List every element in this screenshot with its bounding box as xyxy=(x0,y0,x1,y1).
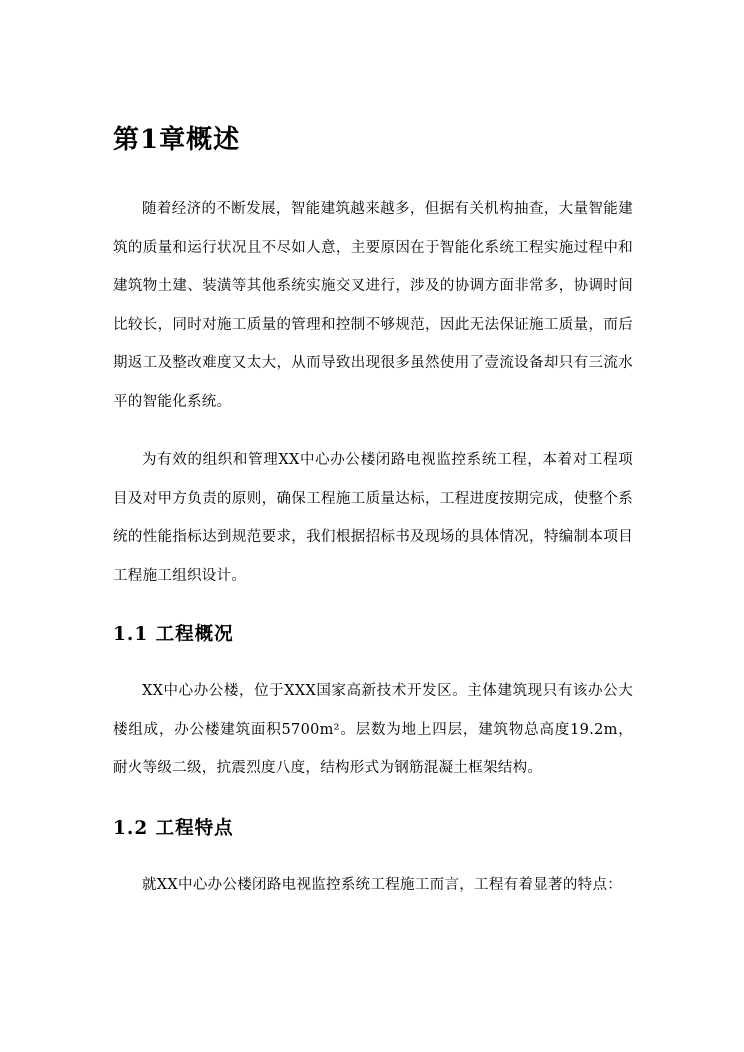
section-paragraph-overview: XX中心办公楼，位于XXX国家高新技术开发区。主体建筑现只有该办公大楼组成，办公楼建筑面积5700m²。层数为地上四层，建筑物总高度19.2m，耐火等级二级，抗震烈度八度，结构形式为钢筋混凝土框架结构。 xyxy=(113,683,633,777)
section-title-features: 1.2 工程特点 xyxy=(113,818,234,839)
intro-paragraph-2: 为有效的组织和管理XX中心办公楼闭路电视监控系统工程，本着对工程项目及对甲方负责的原则，确保工程施工质量达标，工程进度按期完成，使整个系统的性能指标达到规范要求，我们根据招标书及现场的具体情况，特编制本项目工程施工组织设计。 xyxy=(113,452,633,584)
section-title-overview: 1.1 工程概况 xyxy=(113,624,234,645)
intro-paragraph-1: 随着经济的不断发展，智能建筑越来越多，但据有关机构抽查，大量智能建筑的质量和运行状况且不尽如人意，主要原因在于智能化系统工程实施过程中和建筑物土建、装潢等其他系统实施交叉进行，涉及的协调方面非常多，协调时间比较长，同时对施工质量的管理和控制不够规范，因此无法保证施工质量，而后期返工及整改难度又太大，从而导致出现很多虽然使用了壹流设备却只有三流水平的智能化系统。 xyxy=(113,201,633,410)
chapter-title: 第1章概述 xyxy=(113,125,241,155)
section-paragraph-features: 就XX中心办公楼闭路电视监控系统工程施工而言，工程有着显著的特点： xyxy=(142,877,623,893)
